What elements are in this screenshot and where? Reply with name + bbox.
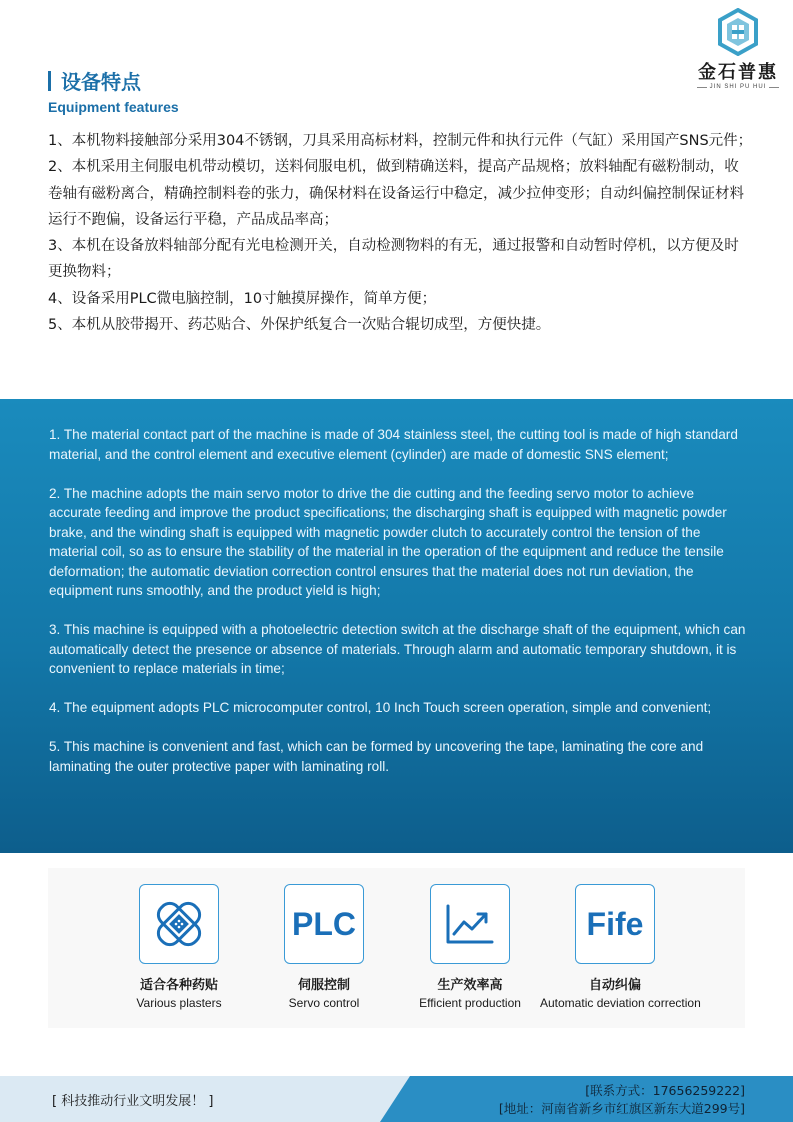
contact-address: [地址：河南省新乡市红旗区新东大道299号]	[498, 1101, 745, 1116]
feature-cn-item: 4、设备采用PLC微电脑控制，10寸触摸屏操作，简单方便；	[48, 290, 437, 307]
title-cn: 设备特点	[61, 70, 141, 94]
title-accent-bar	[48, 71, 51, 91]
page-title	[48, 66, 179, 95]
icon-feature-plasters	[104, 884, 254, 1010]
icon-box	[430, 884, 510, 964]
feature-cn-item: 5、本机从胶带揭开、药芯贴合、外保护纸复合一次贴合辊切成型，方便快捷。	[48, 317, 551, 334]
logo-name-en: JIN SHI PU HUI	[709, 84, 767, 90]
icon-label-cn: 适合各种药贴	[139, 978, 218, 993]
feature-en-item: 1. The material contact part of the machine is made of 304 stainless steel, the cutting tool is made of high standard material, and the control element and executive element (cylinder) are made of domestic SNS element;	[49, 427, 738, 462]
plc-icon: PLC	[292, 905, 356, 942]
features-cn-list	[48, 128, 753, 338]
feature-en-item: 3. This machine is equipped with a photoelectric detection switch at the discharge shaft of the equipment, which can automatically detect the presence or absence of materials. Through alarm and automatic temporary shutdown, it is convenient to replace materials in time;	[49, 622, 746, 676]
chart-trend-icon	[444, 902, 496, 946]
icon-label-cn: 伺服控制	[297, 978, 350, 993]
icon-box	[575, 884, 655, 964]
contact-phone: [联系方式：17656259222]	[585, 1083, 745, 1098]
plaster-icon	[151, 896, 207, 952]
icon-label-en: Various plasters	[136, 996, 222, 1010]
logo-name-cn: 金石普惠	[698, 62, 778, 83]
feature-cn-item: 1、本机物料接触部分采用304不锈钢，刀具采用高标材料，控制元件和执行元件（气缸）采用国产SNS元件；	[48, 133, 753, 149]
title-en: Equipment features	[48, 99, 179, 115]
company-logo	[688, 8, 788, 92]
feature-cn-item: 3、本机在设备放料轴部分配有光电检测开关，自动检测物料的有无，通过报警和自动暂时停机，以方便及时更换物料；	[48, 238, 739, 281]
icon-box	[139, 884, 219, 964]
feature-en-item: 5. This machine is convenient and fast, which can be formed by uncovering the tape, laminating the core and laminating the outer protective paper with laminating roll.	[49, 739, 704, 774]
icon-feature-efficiency	[395, 884, 545, 1010]
icon-features	[48, 868, 745, 1028]
icon-label-cn: 生产效率高	[437, 978, 503, 993]
fife-icon: Fife	[586, 905, 644, 942]
icon-feature-deviation	[540, 884, 701, 1010]
features-en-list	[49, 425, 749, 796]
icon-label-en: Efficient production	[419, 996, 521, 1010]
footer-contact	[499, 1082, 745, 1118]
icon-label-en: Servo control	[288, 996, 360, 1010]
icon-feature-servo	[249, 884, 399, 1010]
section-header	[48, 66, 179, 115]
feature-cn-item: 2、本机采用主伺服电机带动模切，送料伺服电机，做到精确送料，提高产品规格；放料轴配有磁粉制动，收卷轴有磁粉离合，精确控制料卷的张力，确保材料在设备运行中稳定，减少拉伸变形；自动纠偏控制保证材料运行不跑偏，设备运行平稳，产品成品率高；	[48, 159, 744, 228]
icon-box	[284, 884, 364, 964]
feature-en-item: 4. The equipment adopts PLC microcomputer control, 10 Inch Touch screen operation, simple and convenient;	[49, 700, 712, 715]
footer-slogan: [ 科技推动行业文明发展！ ]	[52, 1094, 214, 1109]
icon-label-en: Automatic deviation correction	[540, 996, 701, 1010]
feature-en-item: 2. The machine adopts the main servo motor to drive the die cutting and the feeding servo motor to achieve accurate feeding and improve the product specifications; the discharging shaft is equipped with magnetic powder brake, and the winding shaft is equipped with magnetic powder clutch to accurately control the tension of the material coil, so as to ensure the stability of the material in the operation of the equipment and reduce the tensile deformation; the automatic deviation correction control ensures that the material does not run deviation, the equipment runs smoothly, and the product yield is high;	[49, 485, 727, 598]
icon-label-cn: 自动纠偏	[588, 978, 641, 993]
logo-name-en-row	[688, 84, 788, 90]
jinshi-logo-icon	[716, 8, 760, 56]
footer	[0, 1076, 793, 1122]
